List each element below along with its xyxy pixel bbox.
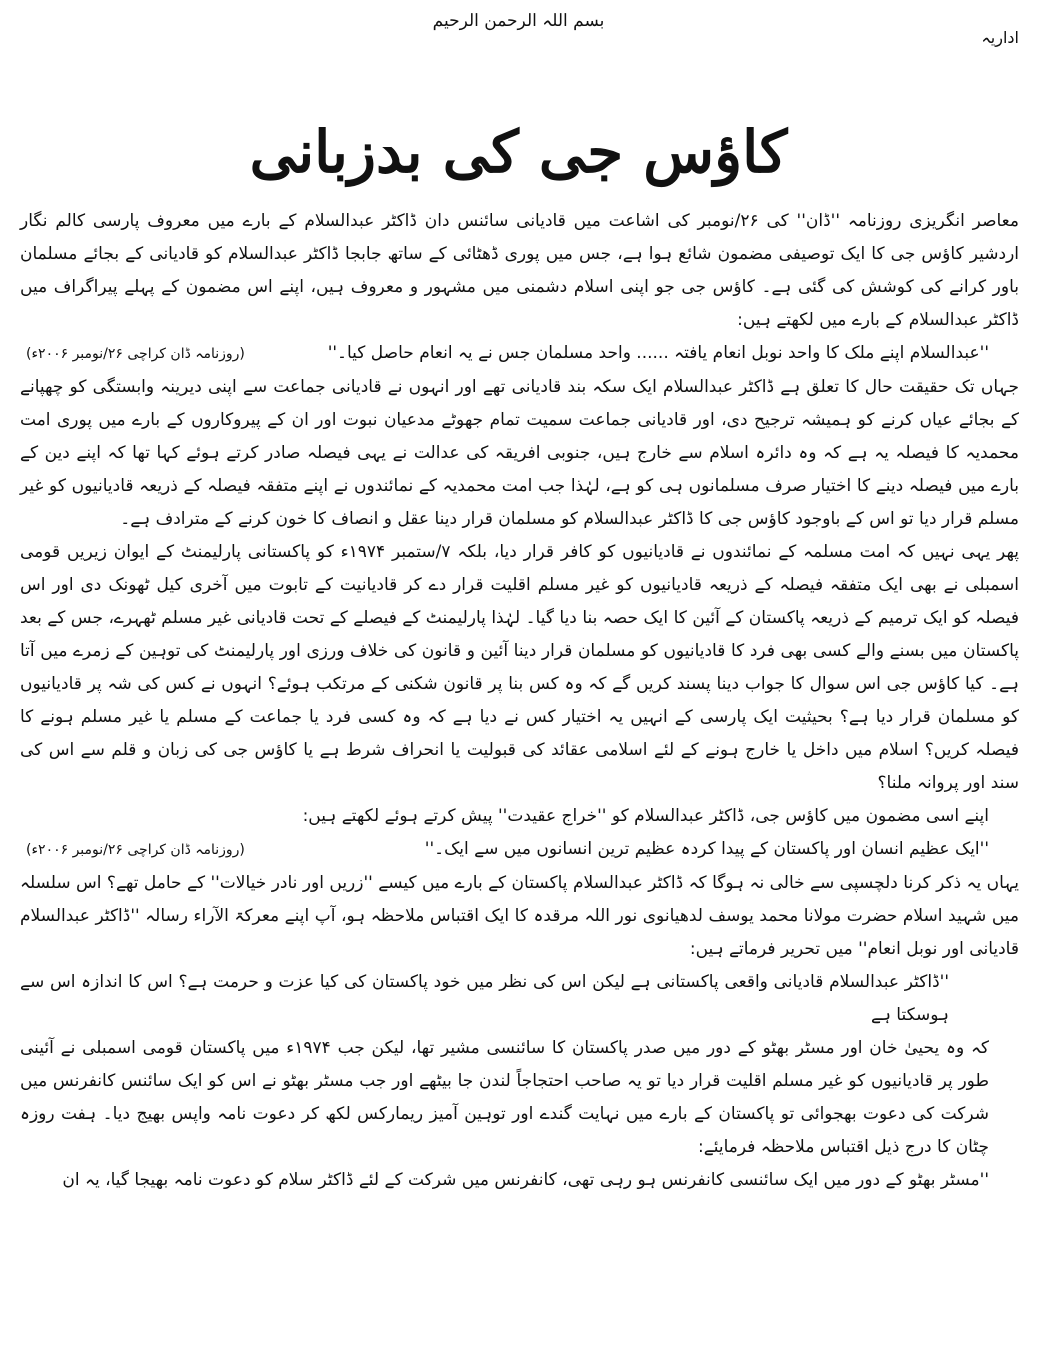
quote-1-source: (روزنامہ ڈان کراچی ۲۶/نومبر ۲۰۰۶ء): [26, 346, 245, 362]
paragraph-3: پھر یہی نہیں کہ امت مسلمہ کے نمائندوں نے قادیانیوں کو کافر قرار دیا، بلکہ ۷/ستمبر ۱۹۷۴ء کو پاکستانی پارلیمنٹ کے ایوان زیریں قومی اسمبلی نے بھی ایک متفقہ فیصلہ کے ذریعہ قادیانیوں کو غیر مسلم اقلیت قرار دے کر قادیانیت کے تابوت میں آخری کیل ٹھونک دی اور اس فیصلہ کو ایک ترمیم کے ذریعہ پاکستان کے آئین کا ایک حصہ بنا دیا گیا۔ لہٰذا پارلیمنٹ کے فیصلے کے تحت قادیانی غیر مسلم ٹھہرے، جس کے بعد پاکستان میں بسنے والے کسی بھی فرد کا قادیانیوں کو مسلمان قرار دینا آئین و قانون کی خلاف ورزی اور پارلیمنٹ کی توہین کے زمرے میں آتا ہے۔ کیا کاؤس جی اس سوال کا جواب دینا پسند کریں گے کہ وہ کس بنا پر قانون شکنی کے مرتکب ہوئے؟ انہوں نے کس کی شہ پر قادیانیوں کو مسلمان قرار دیا ہے؟ بحیثیت ایک پارسی کے انہیں یہ اختیار کس نے دیا ہے کہ وہ کسی فرد یا جماعت کے مسلم یا غیر مسلم ہونے کا فیصلہ کریں؟ اسلام میں داخل یا خارج ہونے کے لئے اسلامی عقائد کی قبولیت یا انحراف شرط ہے یا کاؤس جی کی زبان و قلم سے اس کی سند اور پروانہ ملنا؟: [20, 542, 1020, 793]
paragraph-5: یہاں یہ ذکر کرنا دلچسپی سے خالی نہ ہوگا کہ ڈاکٹر عبدالسلام پاکستان کے بارے میں کیسے ''زریں اور نادر خیالات'' کے حامل تھے؟ اس سلسلہ میں شہید اسلام حضرت مولانا محمد یوسف لدھیانوی نور اللہ مرقدہ کا ایک اقتباس ملاحظہ ہو، آپ اپنے معرکۃ الآراء رسالہ ''ڈاکٹر عبدالسلام قادیانی اور نوبل انعام'' میں تحریر فرماتے ہیں:: [20, 873, 1019, 959]
bismillah-heading: بسم اللہ الرحمن الرحیم: [432, 11, 605, 31]
quote-3-intro: ''ڈاکٹر عبدالسلام قادیانی واقعی پاکستانی ہے لیکن اس کی نظر میں خود پاکستان کی کیا عزت و حرمت ہے؟ اس کا اندازہ اس سے ہوسکتا ہے: [20, 972, 949, 1025]
paragraph-1: معاصر انگریزی روزنامہ ''ڈان'' کی ۲۶/نومبر کی اشاعت میں قادیانی سائنس دان ڈاکٹر عبدالسلام کے بارے میں معروف پارسی کالم نگار اردشیر کاؤس جی کا ایک توصیفی مضمون شائع ہوا ہے، جس میں پوری ڈھٹائی کے ساتھ جابجا ڈاکٹر عبدالسلام کو قادیانی کے بجائے مسلمان باور کرانے کی کوشش کی گئی ہے۔ کاؤس جی جو اپنی اسلام دشمنی میں مشہور و معروف ہیں، اپنے اس مضمون کے پہلے پیراگراف میں ڈاکٹر عبدالسلام کے بارے میں لکھتے ہیں:: [20, 211, 1019, 330]
quote-2-text: ''ایک عظیم انسان اور پاکستان کے پیدا کردہ عظیم ترین انسانوں میں سے ایک۔'': [424, 839, 989, 859]
paragraph-4: اپنے اسی مضمون میں کاؤس جی، ڈاکٹر عبدالسلام کو ''خراج عقیدت'' پیش کرتے ہوئے لکھتے ہیں:: [302, 806, 989, 826]
quote-3-body: کہ وہ یحییٰ خان اور مسٹر بھٹو کے دور میں صدر پاکستان کا سائنسی مشیر تھا، لیکن جب ۱۹۷۴ء میں پاکستان قومی اسمبلی نے آئینی طور پر قادیانیوں کو غیر مسلم اقلیت قرار دیا تو یہ صاحب احتجاجاً لندن جا بیٹھے اور جب مسٹر بھٹو نے اس کو ایک سائنس کانفرنس میں شرکت کی دعوت بھجوائی تو پاکستان کے بارے میں نہایت گندے اور توہین آمیز ریمارکس لکھ کر دعوت نامہ واپس بھیج دیا۔ ہفت روزہ چٹان کا درج ذیل اقتباس ملاحظہ فرمایئے:: [20, 1038, 990, 1157]
quote-2: [20, 833, 1019, 867]
quote-4: ''مسٹر بھٹو کے دور میں ایک سائنسی کانفرنس ہو رہی تھی، کانفرنس میں شرکت کے لئے ڈاکٹر سلام کو دعوت نامہ بھیجا گیا، یہ ان: [62, 1170, 989, 1190]
quote-2-source: (روزنامہ ڈان کراچی ۲۶/نومبر ۲۰۰۶ء): [26, 842, 245, 858]
paragraph-2: جہاں تک حقیقت حال کا تعلق ہے ڈاکٹر عبدالسلام ایک سکہ بند قادیانی تھے اور انہوں نے قادیانی جماعت سے اپنی دیرینہ وابستگی کو چھپانے کے بجائے عیاں کرنے کو ہمیشہ ترجیح دی، اور قادیانی جماعت سمیت تمام جھوٹے مدعیان نبوت اور ان کے پیروکاروں کے بارے میں پوری امت محمدیہ کا فیصلہ یہ ہے کہ وہ دائرہ اسلام سے خارج ہیں، جنوبی افریقہ کی عدالت نے یہی فیصلہ صادر کرتے ہوئے کہا تھا کہ اپنے دین کے بارے میں فیصلہ دینے کا اختیار صرف مسلمانوں ہی کو ہے، لہٰذا جب امت محمدیہ کے نمائندوں نے اپنے متفقہ فیصلہ کے ذریعہ قادیانیوں کو غیر مسلم قرار دیا تو اس کے باوجود کاؤس جی کا ڈاکٹر عبدالسلام کو مسلمان قرار دینا عقل و انصاف کا خون کرنے کے مترادف ہے۔: [20, 377, 1019, 529]
quote-1: [20, 337, 1019, 371]
section-label: اداریہ: [981, 28, 1019, 47]
article-title: کاؤس جی کی بدزبانی: [249, 118, 788, 186]
article-body: [20, 205, 1019, 1197]
quote-1-text: ''عبدالسلام اپنے ملک کا واحد نوبل انعام یافتہ ...... واحد مسلمان جس نے یہ انعام حاصل کیا۔'': [327, 343, 989, 363]
